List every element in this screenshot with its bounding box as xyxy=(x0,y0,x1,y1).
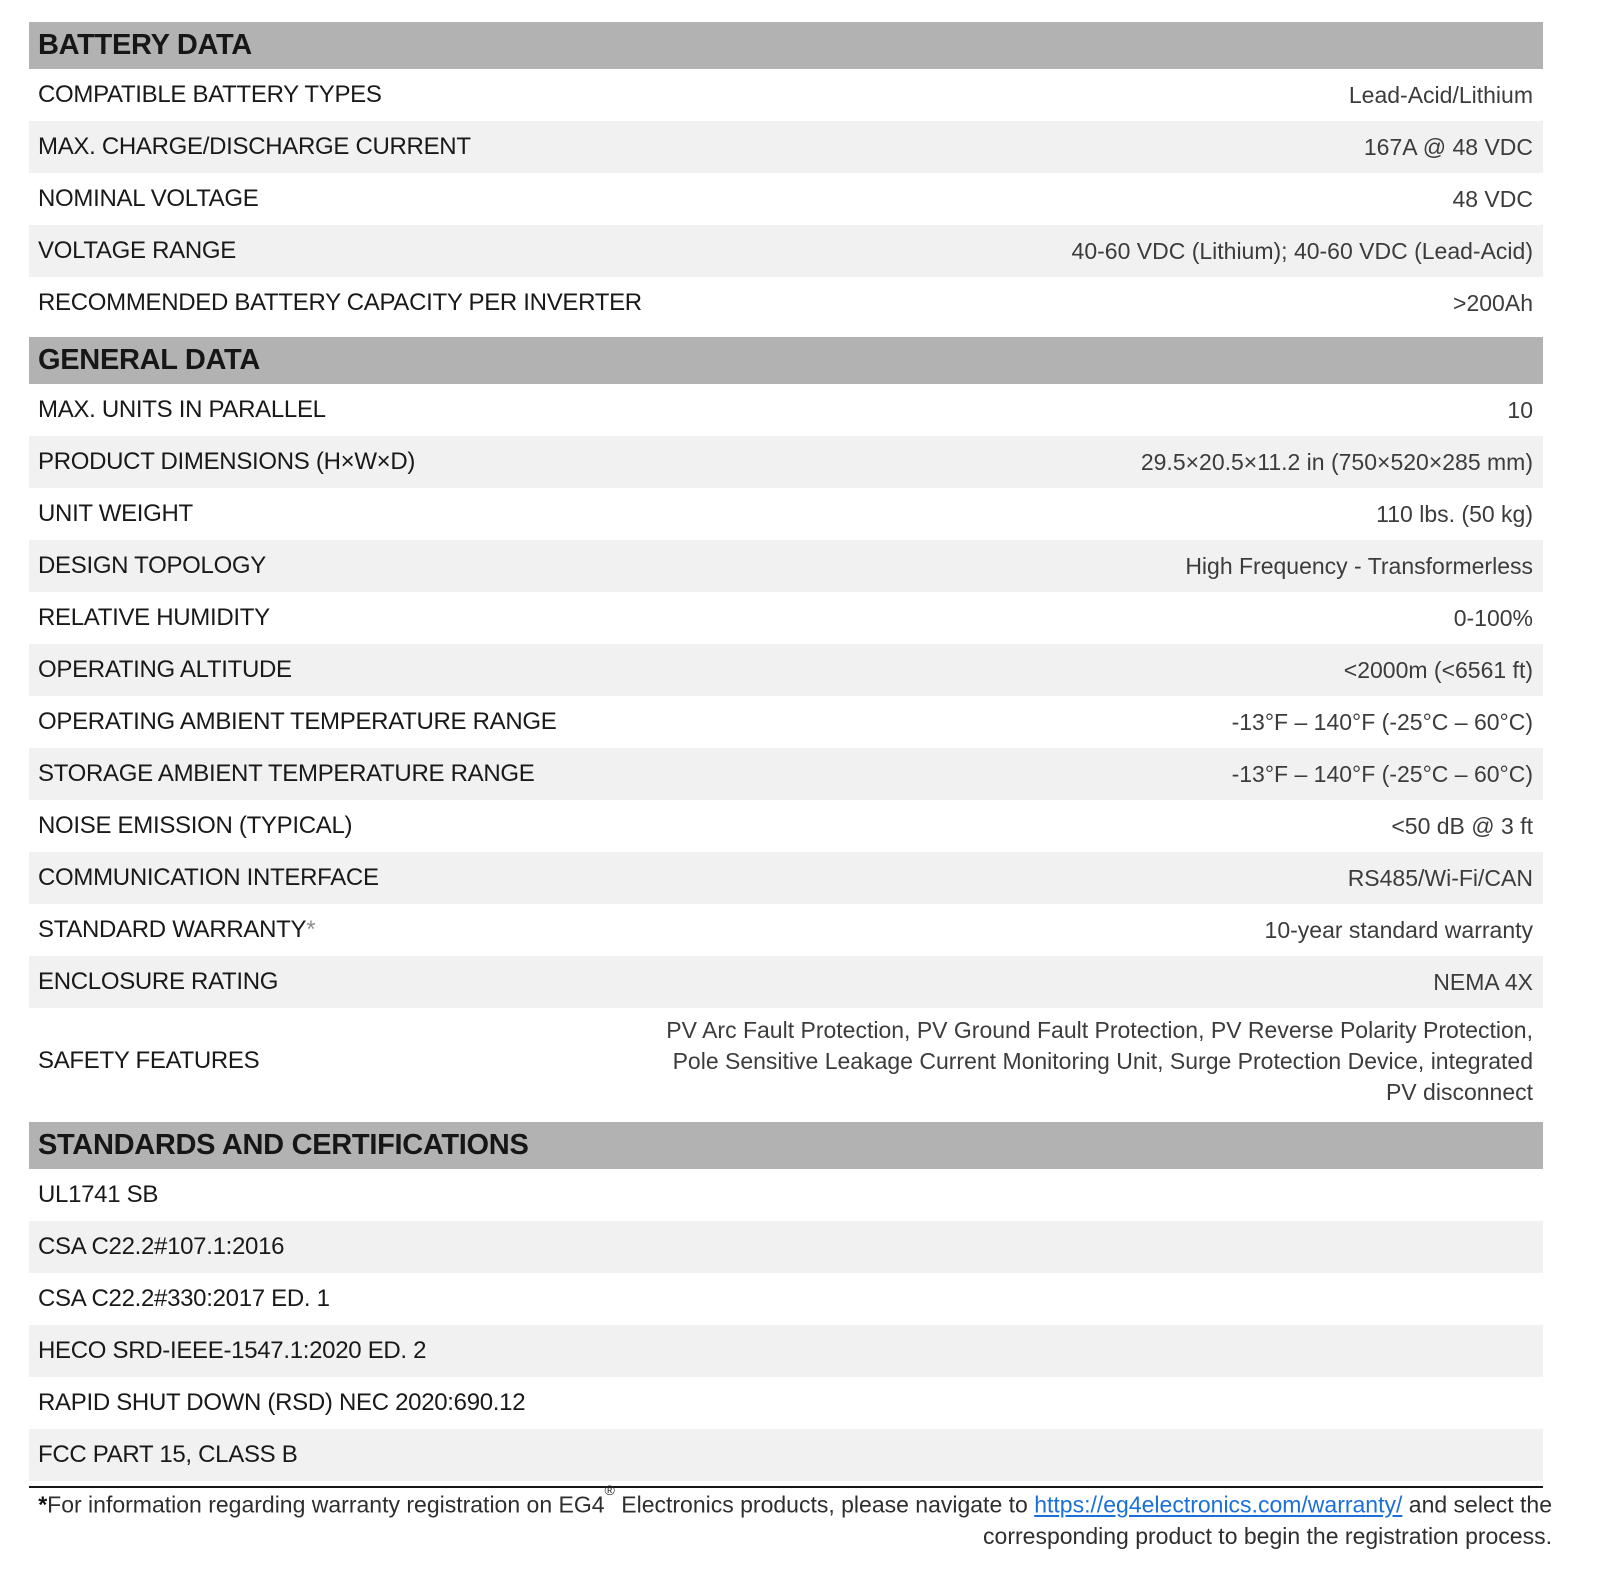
spec-value: >200Ah xyxy=(1453,289,1533,316)
spec-label-text: MAX. UNITS IN PARALLEL xyxy=(38,396,326,423)
footnote-text-after-mark: Electronics products, please navigate to xyxy=(614,1491,1035,1518)
spec-label-text: HECO SRD-IEEE-1547.1:2020 ED. 2 xyxy=(38,1337,427,1364)
spec-label-text: COMPATIBLE BATTERY TYPES xyxy=(38,81,382,108)
spec-label xyxy=(38,1047,259,1075)
table-row xyxy=(29,225,1543,277)
spec-label-text: FCC PART 15, CLASS B xyxy=(38,1441,298,1468)
registered-trademark-symbol: ® xyxy=(604,1482,615,1498)
spec-label-text: NOISE EMISSION (TYPICAL) xyxy=(38,812,353,839)
spec-value: NEMA 4X xyxy=(1433,968,1533,995)
table-row xyxy=(29,800,1543,852)
footnote-marker: * xyxy=(38,1491,48,1518)
spec-value: -13°F – 140°F (-25°C – 60°C) xyxy=(1231,708,1533,735)
spec-label xyxy=(38,1337,426,1365)
section-title: STANDARDS AND CERTIFICATIONS xyxy=(38,1129,529,1161)
spec-label xyxy=(38,81,382,109)
table-row xyxy=(29,696,1543,748)
spec-label xyxy=(38,133,471,161)
table-row xyxy=(29,1008,1543,1114)
table-row xyxy=(29,852,1543,904)
spec-label-text: SAFETY FEATURES xyxy=(38,1047,260,1074)
table-row xyxy=(29,904,1543,956)
spec-value: <2000m (<6561 ft) xyxy=(1343,656,1533,683)
spec-label xyxy=(38,864,379,892)
spec-label xyxy=(38,396,326,424)
table-row xyxy=(29,1221,1543,1273)
spec-label xyxy=(38,916,315,944)
spec-value: -13°F – 140°F (-25°C – 60°C) xyxy=(1231,760,1533,787)
table-row xyxy=(29,1273,1543,1325)
section-title: BATTERY DATA xyxy=(38,29,252,61)
spec-value: <50 dB @ 3 ft xyxy=(1391,812,1533,839)
table-row xyxy=(29,592,1543,644)
spec-label-text: OPERATING ALTITUDE xyxy=(38,656,292,683)
table-row xyxy=(29,277,1543,329)
spec-value: 29.5×20.5×11.2 in (750×520×285 mm) xyxy=(1140,448,1533,475)
spec-label xyxy=(38,760,534,788)
section-header xyxy=(29,22,1543,69)
spec-label-text: DESIGN TOPOLOGY xyxy=(38,552,267,579)
spec-label xyxy=(38,968,278,996)
spec-label-text: STANDARD WARRANTY xyxy=(38,916,307,943)
table-row xyxy=(29,436,1543,488)
spec-label xyxy=(38,1441,297,1469)
spec-label-text: ENCLOSURE RATING xyxy=(38,968,279,995)
spec-value: 40-60 VDC (Lithium); 40-60 VDC (Lead-Acid) xyxy=(1071,237,1533,264)
spec-label xyxy=(38,656,292,684)
table-row xyxy=(29,956,1543,1008)
footnote-asterisk: * xyxy=(306,916,316,943)
warranty-footnote xyxy=(0,1484,1552,1552)
table-row xyxy=(29,121,1543,173)
spec-value: 10-year standard warranty xyxy=(1264,916,1533,943)
spec-value: 167A @ 48 VDC xyxy=(1363,133,1533,160)
spec-section xyxy=(29,1122,1543,1481)
section-header xyxy=(29,1122,1543,1169)
spec-label-text: UL1741 SB xyxy=(38,1181,159,1208)
spec-label-text: CSA C22.2#330:2017 ED. 1 xyxy=(38,1285,330,1312)
spec-label xyxy=(38,237,236,265)
spec-label xyxy=(38,289,642,317)
spec-value: 0-100% xyxy=(1453,604,1533,631)
spec-section xyxy=(29,337,1543,1114)
table-row xyxy=(29,488,1543,540)
warranty-link[interactable]: https://eg4electronics.com/warranty/ xyxy=(1034,1491,1403,1518)
spec-label-text: PRODUCT DIMENSIONS (H×W×D) xyxy=(38,448,416,475)
spec-label xyxy=(38,1233,284,1261)
table-row xyxy=(29,384,1543,436)
spec-label-text: UNIT WEIGHT xyxy=(38,500,193,527)
spec-label-text: VOLTAGE RANGE xyxy=(38,237,236,264)
spec-label xyxy=(38,1181,158,1209)
spec-label-text: NOMINAL VOLTAGE xyxy=(38,185,259,212)
table-row xyxy=(29,1377,1543,1429)
spec-label-text: RAPID SHUT DOWN (RSD) NEC 2020:690.12 xyxy=(38,1389,526,1416)
spec-label xyxy=(38,604,270,632)
spec-label-text: RECOMMENDED BATTERY CAPACITY PER INVERTER xyxy=(38,289,642,316)
spec-label xyxy=(38,448,415,476)
spec-value: 10 xyxy=(1507,396,1533,423)
section-title: GENERAL DATA xyxy=(38,344,260,376)
table-row xyxy=(29,540,1543,592)
spec-value: 110 lbs. (50 kg) xyxy=(1376,500,1533,527)
spec-label xyxy=(38,812,352,840)
spec-table xyxy=(29,22,1543,1488)
table-row xyxy=(29,1429,1543,1481)
table-row xyxy=(29,69,1543,121)
spec-label-text: STORAGE AMBIENT TEMPERATURE RANGE xyxy=(38,760,535,787)
table-row xyxy=(29,748,1543,800)
spec-value: High Frequency - Transformerless xyxy=(1185,552,1533,579)
spec-label xyxy=(38,500,193,528)
section-header xyxy=(29,337,1543,384)
spec-sections xyxy=(29,22,1543,1481)
table-row xyxy=(29,1325,1543,1377)
table-row xyxy=(29,644,1543,696)
spec-label xyxy=(38,1285,330,1313)
spec-value: Lead-Acid/Lithium xyxy=(1348,81,1533,108)
footnote-text-after-link: and select the corresponding product to begin the registration process. xyxy=(983,1491,1552,1549)
spec-label-text: OPERATING AMBIENT TEMPERATURE RANGE xyxy=(38,708,557,735)
spec-label-text: MAX. CHARGE/DISCHARGE CURRENT xyxy=(38,133,471,160)
spec-label xyxy=(38,185,258,213)
spec-label xyxy=(38,552,266,580)
table-row xyxy=(29,1169,1543,1221)
spec-value: 48 VDC xyxy=(1452,185,1533,212)
footnote-text-before-link: For information regarding warranty registration on EG4 xyxy=(47,1491,605,1518)
spec-label-text: COMMUNICATION INTERFACE xyxy=(38,864,379,891)
spec-value: RS485/Wi-Fi/CAN xyxy=(1347,864,1533,891)
table-row xyxy=(29,173,1543,225)
spec-label xyxy=(38,1389,525,1417)
spec-label-text: CSA C22.2#107.1:2016 xyxy=(38,1233,285,1260)
spec-section xyxy=(29,22,1543,329)
spec-label-text: RELATIVE HUMIDITY xyxy=(38,604,270,631)
spec-value: PV Arc Fault Protection, PV Ground Fault Protection, PV Reverse Polarity Protection, Pole Sensitive Leakage Current Monitoring Unit, Surge Protection Device, integrated PV disconnect xyxy=(666,1016,1533,1105)
spec-label xyxy=(38,708,556,736)
